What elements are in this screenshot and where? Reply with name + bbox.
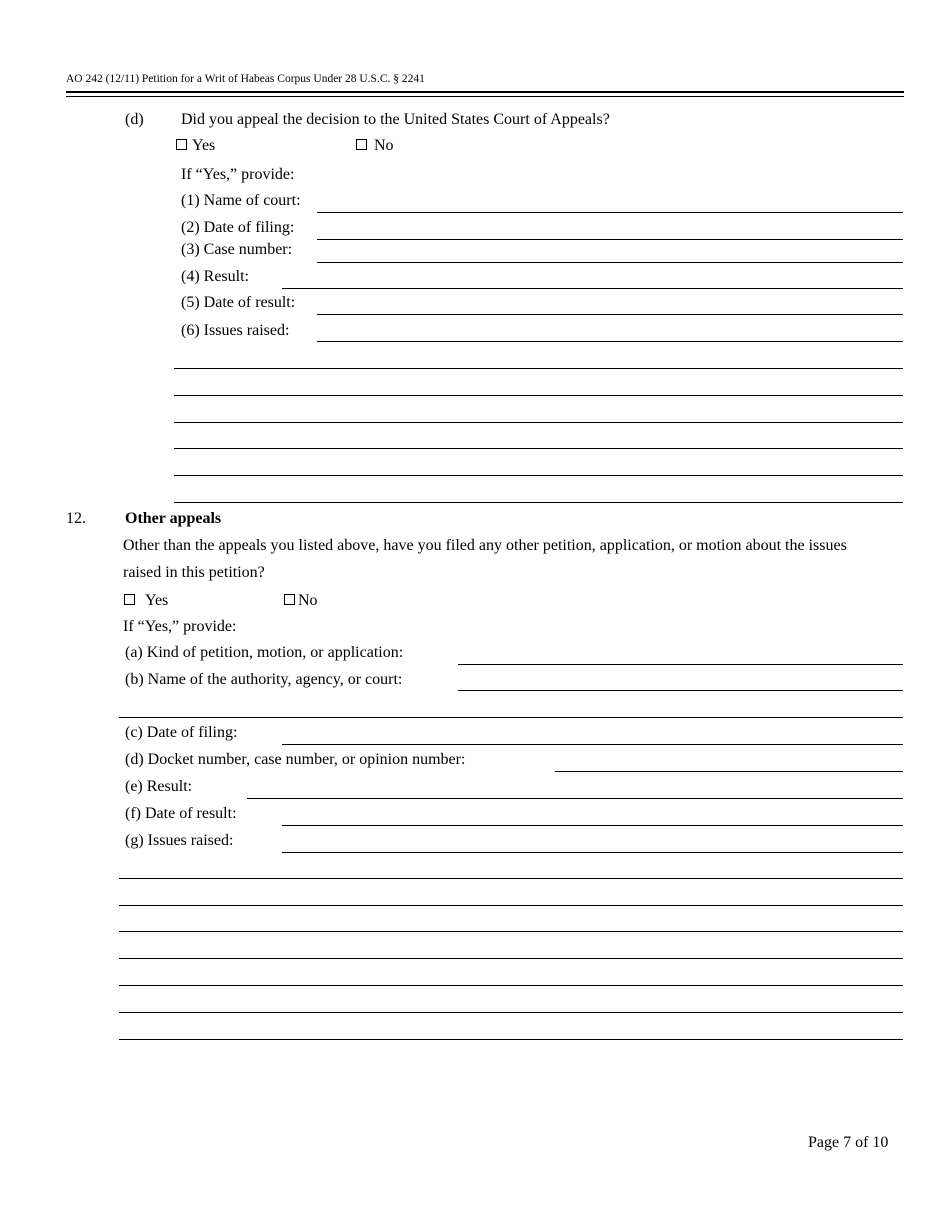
date-of-result-line[interactable]: [317, 314, 903, 315]
header-rule-thin: [66, 96, 904, 97]
other-issues-raised-line[interactable]: [282, 852, 903, 853]
page-number: Page 7 of 10: [808, 1134, 889, 1151]
header-rule-thick: [66, 91, 904, 93]
other-appeals-no-label: No: [298, 592, 318, 609]
other-date-of-filing-line[interactable]: [282, 744, 903, 745]
field-label-result: (e) Result:: [125, 778, 193, 795]
form-header-title: AO 242 (12/11) Petition for a Writ of Habeas Corpus Under 28 U.S.C. § 2241: [66, 73, 425, 85]
section-title: Other appeals: [125, 510, 222, 527]
field-label-name-of-court: (1) Name of court:: [181, 192, 301, 209]
other-issues-continuation-line[interactable]: [119, 1039, 903, 1040]
question-letter: (d): [125, 111, 144, 128]
other-issues-continuation-line[interactable]: [119, 958, 903, 959]
field-label-date-of-result: (5) Date of result:: [181, 294, 296, 311]
other-issues-continuation-line[interactable]: [119, 931, 903, 932]
appeal-no-checkbox[interactable]: [356, 139, 367, 150]
issues-raised-line[interactable]: [317, 341, 903, 342]
field-label-issues-raised: (g) Issues raised:: [125, 832, 234, 849]
other-date-of-result-line[interactable]: [282, 825, 903, 826]
issues-raised-continuation-line[interactable]: [174, 475, 903, 476]
field-label-date-of-filing: (2) Date of filing:: [181, 219, 295, 236]
issues-raised-continuation-line[interactable]: [174, 395, 903, 396]
question-number: 12.: [66, 510, 86, 527]
other-issues-continuation-line[interactable]: [119, 985, 903, 986]
other-appeals-if-yes: If “Yes,” provide:: [123, 618, 237, 635]
name-of-court-line[interactable]: [317, 212, 903, 213]
other-appeals-question-line1: Other than the appeals you listed above, have you filed any other petition, application, or motion about the issues: [123, 537, 847, 554]
appeal-question: Did you appeal the decision to the United States Court of Appeals?: [181, 111, 610, 128]
field-label-date-of-result: (f) Date of result:: [125, 805, 237, 822]
appeal-no-label: No: [374, 137, 394, 154]
field-label-docket-number: (d) Docket number, case number, or opinion number:: [125, 751, 466, 768]
date-of-filing-line[interactable]: [317, 239, 903, 240]
docket-number-line[interactable]: [555, 771, 903, 772]
issues-raised-continuation-line[interactable]: [174, 502, 903, 503]
field-label-authority: (b) Name of the authority, agency, or court:: [125, 671, 403, 688]
other-issues-continuation-line[interactable]: [119, 1012, 903, 1013]
result-line[interactable]: [282, 288, 903, 289]
other-issues-continuation-line[interactable]: [119, 905, 903, 906]
field-label-case-number: (3) Case number:: [181, 241, 293, 258]
field-label-result: (4) Result:: [181, 268, 249, 285]
other-result-line[interactable]: [247, 798, 903, 799]
issues-raised-continuation-line[interactable]: [174, 448, 903, 449]
kind-of-petition-line[interactable]: [458, 664, 903, 665]
other-appeals-yes-label: Yes: [145, 592, 169, 609]
field-label-date-of-filing: (c) Date of filing:: [125, 724, 238, 741]
appeal-if-yes: If “Yes,” provide:: [181, 166, 295, 183]
other-issues-continuation-line[interactable]: [119, 878, 903, 879]
issues-raised-continuation-line[interactable]: [174, 422, 903, 423]
appeal-yes-checkbox[interactable]: [176, 139, 187, 150]
authority-continuation-line[interactable]: [119, 717, 903, 718]
case-number-line[interactable]: [317, 262, 903, 263]
field-label-kind-of-petition: (a) Kind of petition, motion, or application:: [125, 644, 404, 661]
issues-raised-continuation-line[interactable]: [174, 368, 903, 369]
other-appeals-yes-checkbox[interactable]: [124, 594, 135, 605]
other-appeals-no-checkbox[interactable]: [284, 594, 295, 605]
other-appeals-question-line2: raised in this petition?: [123, 564, 265, 581]
authority-line[interactable]: [458, 690, 903, 691]
appeal-yes-label: Yes: [192, 137, 216, 154]
field-label-issues-raised: (6) Issues raised:: [181, 322, 290, 339]
